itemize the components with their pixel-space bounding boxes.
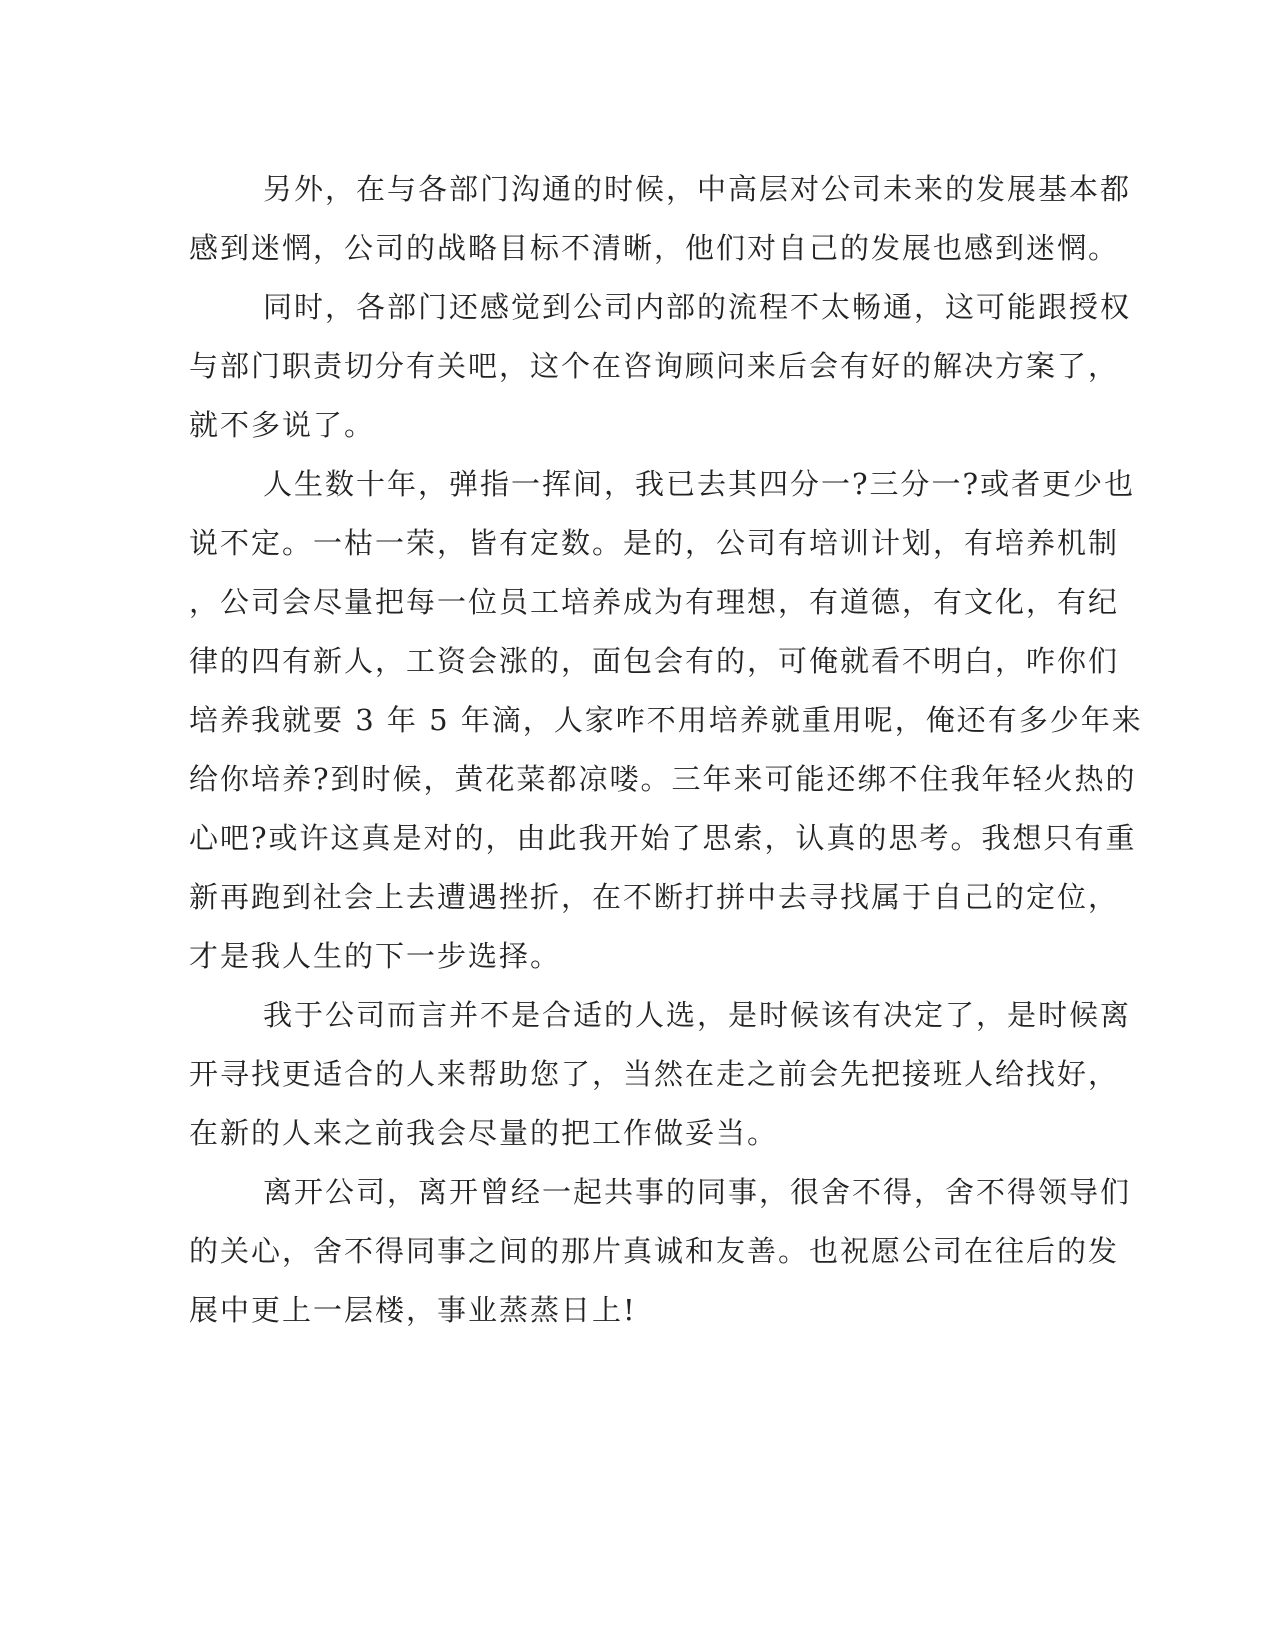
text-line: 展中更上一层楼，事业蒸蒸日上!	[189, 1293, 637, 1327]
text-line: 新再跑到社会上去遭遇挫折，在不断打拼中去寻找属于自己的定位，	[189, 880, 1120, 914]
text-line: 我于公司而言并不是合适的人选，是时候该有决定了，是时候离	[263, 998, 1132, 1032]
paragraph-2	[189, 278, 1132, 455]
text-line: 说不定。一枯一荣，皆有定数。是的，公司有培训计划，有培养机制	[189, 526, 1120, 560]
paragraph-1	[189, 160, 1132, 278]
text-line: ，公司会尽量把每一位员工培养成为有理想，有道德，有文化，有纪	[189, 585, 1120, 619]
document-body	[189, 160, 1143, 1340]
text-line: 同时，各部门还感觉到公司内部的流程不太畅通，这可能跟授权	[263, 290, 1132, 324]
paragraph-5	[189, 1163, 1132, 1340]
text-line: 感到迷惘，公司的战略目标不清晰，他们对自己的发展也感到迷惘。	[189, 231, 1120, 265]
text-line: 在新的人来之前我会尽量的把工作做妥当。	[189, 1116, 779, 1150]
text-line: 律的四有新人，工资会涨的，面包会有的，可俺就看不明白，咋你们	[189, 644, 1120, 678]
text-line: 心吧?或许这真是对的，由此我开始了思索，认真的思考。我想只有重	[189, 821, 1137, 855]
paragraph-4	[189, 986, 1132, 1163]
text-line: 与部门职责切分有关吧，这个在咨询顾问来后会有好的解决方案了，	[189, 349, 1120, 383]
text-line: 培养我就要 3 年 5 年滴，人家咋不用培养就重用呢，俺还有多少年来	[189, 703, 1143, 737]
text-line: 另外，在与各部门沟通的时候，中高层对公司未来的发展基本都	[263, 172, 1132, 206]
text-line: 就不多说了。	[189, 408, 376, 442]
text-line: 给你培养?到时候，黄花菜都凉喽。三年来可能还绑不住我年轻火热的	[189, 762, 1137, 796]
text-line: 开寻找更适合的人来帮助您了，当然在走之前会先把接班人给找好，	[189, 1057, 1120, 1091]
text-line: 的关心，舍不得同事之间的那片真诚和友善。也祝愿公司在往后的发	[189, 1234, 1120, 1268]
text-line: 人生数十年，弹指一挥间，我已去其四分一?三分一?或者更少也	[263, 467, 1136, 501]
text-line: 离开公司，离开曾经一起共事的同事，很舍不得，舍不得领导们	[263, 1175, 1132, 1209]
text-line: 才是我人生的下一步选择。	[189, 939, 562, 973]
paragraph-3	[189, 455, 1143, 986]
